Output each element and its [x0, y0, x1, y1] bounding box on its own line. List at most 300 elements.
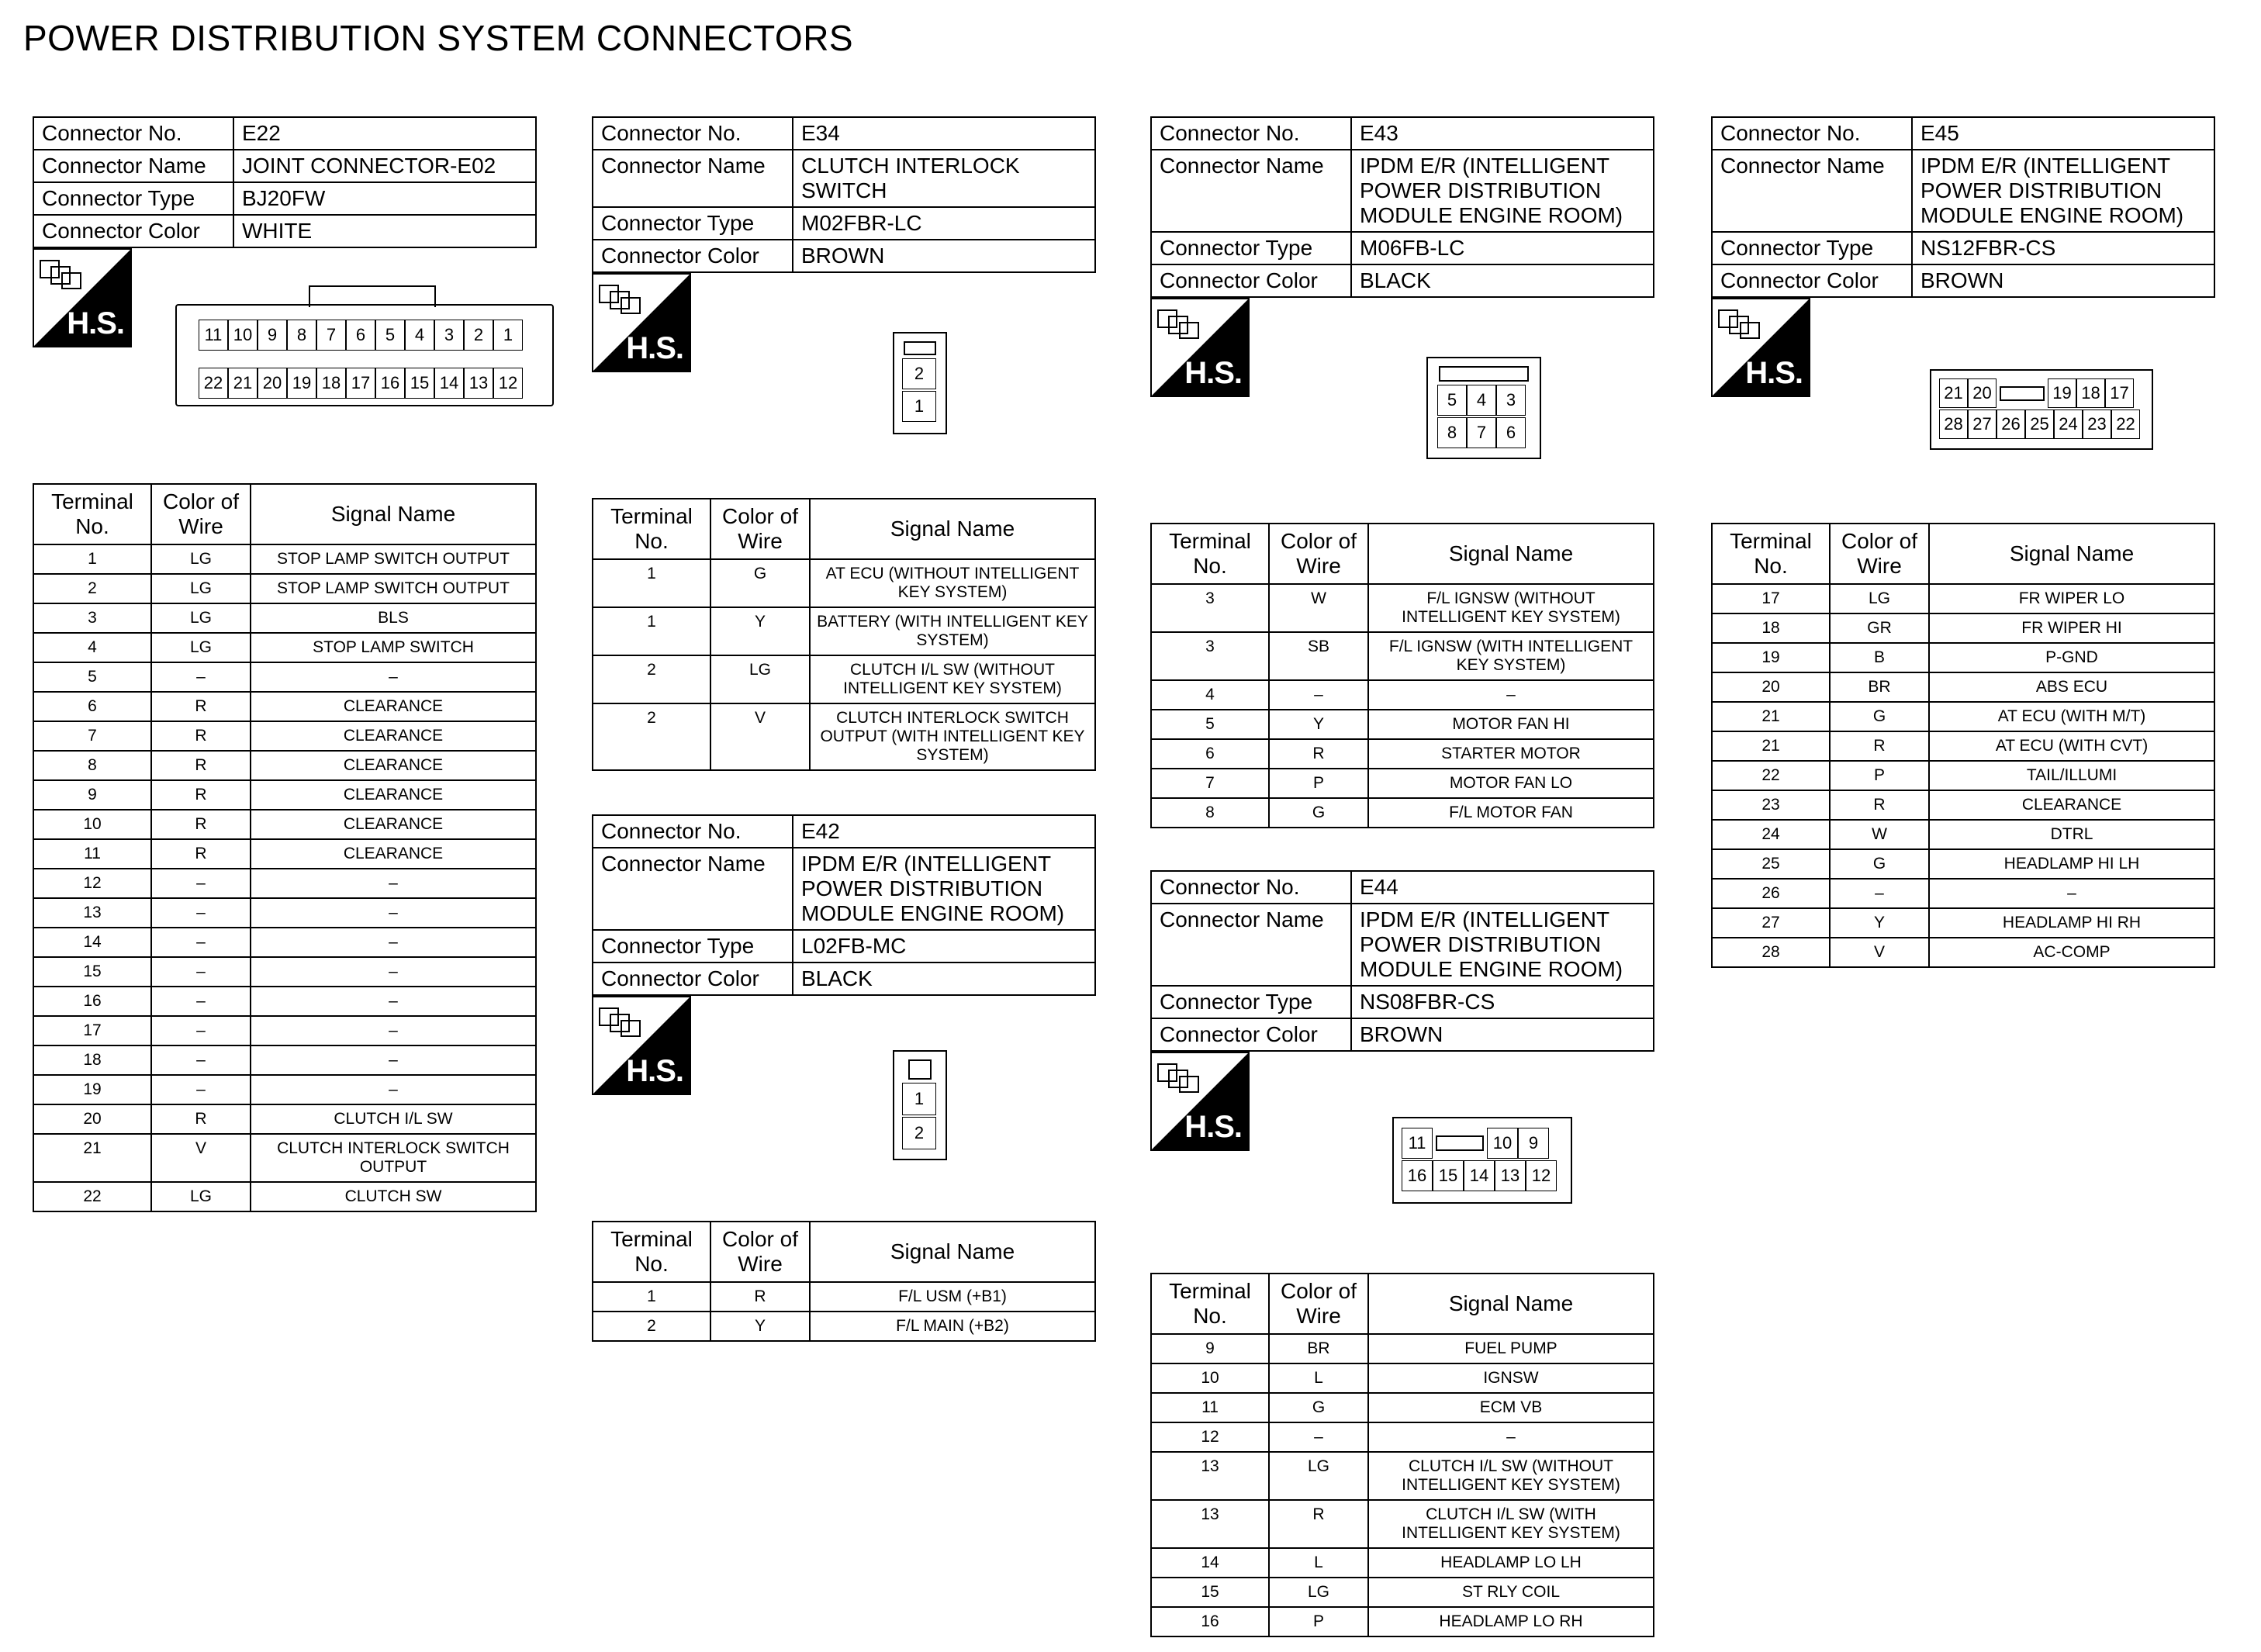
value-connector-type: NS12FBR-CS: [1912, 232, 2214, 264]
wire-color-cell: V: [710, 703, 810, 770]
pin: 4: [405, 320, 434, 351]
terminal-table-e43: [1150, 523, 1654, 828]
table-row: [1151, 680, 1654, 710]
wire-color-cell: SB: [1269, 632, 1368, 680]
pin: 3: [1496, 385, 1526, 416]
pin: 18: [316, 368, 346, 399]
signal-name-cell: CLEARANCE: [251, 780, 536, 810]
header-color-of-wire: Color of Wire: [710, 499, 810, 559]
table-row: [1712, 613, 2214, 643]
signal-name-cell: AT ECU (WITH M/T): [1929, 702, 2214, 731]
terminal-rows: [1151, 1334, 1654, 1636]
wire-color-cell: Y: [1269, 710, 1368, 739]
wire-color-cell: –: [151, 987, 251, 1016]
info-table-e45: [1711, 116, 2215, 298]
pin: 19: [2048, 378, 2076, 408]
terminal-no-cell: 1: [593, 1282, 710, 1312]
terminal-no-cell: 2: [593, 703, 710, 770]
table-row: [1712, 908, 2214, 938]
connector-latch: [904, 341, 936, 355]
wire-color-cell: P: [1269, 769, 1368, 798]
signal-name-cell: –: [251, 1075, 536, 1104]
label-connector-no: Connector No.: [1151, 117, 1351, 150]
pin: 1: [902, 1083, 936, 1115]
signal-name-cell: HEADLAMP HI LH: [1929, 849, 2214, 879]
pin: 22: [2111, 410, 2140, 439]
pin: 16: [1402, 1160, 1433, 1191]
table-row: [1151, 769, 1654, 798]
label-connector-type: Connector Type: [1151, 232, 1351, 264]
pin: 22: [199, 368, 228, 399]
signal-name-cell: STOP LAMP SWITCH OUTPUT: [251, 574, 536, 603]
table-row: [1151, 1422, 1654, 1452]
page-title: POWER DISTRIBUTION SYSTEM CONNECTORS: [23, 18, 854, 58]
table-row: [33, 1182, 536, 1211]
hs-label: H.S.: [1745, 356, 1803, 390]
signal-name-cell: –: [251, 1045, 536, 1075]
wire-color-cell: R: [151, 839, 251, 869]
table-row: [33, 1016, 536, 1045]
terminal-no-cell: 13: [1151, 1500, 1269, 1548]
terminal-no-cell: 17: [33, 1016, 151, 1045]
terminal-no-cell: 18: [33, 1045, 151, 1075]
table-row: [1151, 632, 1654, 680]
pin: 8: [1437, 417, 1467, 448]
pin: 1: [493, 320, 523, 351]
terminal-no-cell: 16: [33, 987, 151, 1016]
wire-color-cell: G: [1830, 849, 1929, 879]
value-connector-type: M02FBR-LC: [793, 207, 1095, 240]
terminal-no-cell: 11: [33, 839, 151, 869]
terminal-no-cell: 16: [1151, 1607, 1269, 1636]
label-connector-no: Connector No.: [1151, 871, 1351, 904]
connector-e45: [1711, 116, 2215, 968]
pin: 13: [1495, 1160, 1526, 1191]
hs-badge: [592, 996, 691, 1095]
pin: 17: [2105, 378, 2134, 408]
signal-name-cell: –: [251, 987, 536, 1016]
wire-color-cell: –: [1269, 1422, 1368, 1452]
table-row: [1712, 731, 2214, 761]
wire-color-cell: Y: [710, 607, 810, 655]
pin: 16: [375, 368, 405, 399]
pin: 15: [1433, 1160, 1464, 1191]
connector-diagram-e44: [1150, 1052, 1654, 1273]
header-color-of-wire: Color of Wire: [710, 1222, 810, 1282]
pin: 5: [375, 320, 405, 351]
pin: 19: [287, 368, 316, 399]
info-table-e34: [592, 116, 1096, 273]
terminal-no-cell: 17: [1712, 584, 1830, 613]
pin: 6: [1496, 417, 1526, 448]
table-row: [33, 1045, 536, 1075]
info-table-e22: [33, 116, 537, 248]
terminal-no-cell: 11: [1151, 1393, 1269, 1422]
wire-color-cell: –: [151, 1075, 251, 1104]
table-row: [33, 574, 536, 603]
label-connector-type: Connector Type: [33, 182, 233, 215]
header-terminal-no: Terminal No.: [593, 499, 710, 559]
wire-color-cell: BR: [1269, 1334, 1368, 1363]
wire-color-cell: R: [151, 810, 251, 839]
table-row: [1151, 1578, 1654, 1607]
wire-color-cell: –: [151, 898, 251, 928]
terminal-rows: [593, 559, 1095, 770]
terminal-no-cell: 22: [33, 1182, 151, 1211]
wire-color-cell: –: [151, 957, 251, 987]
table-row: [593, 607, 1095, 655]
harness-side-icon: [1156, 306, 1203, 341]
pin: 2: [902, 1117, 936, 1149]
table-row: [593, 1312, 1095, 1341]
table-row: [1712, 672, 2214, 702]
terminal-no-cell: 8: [33, 751, 151, 780]
connector-diagram-e22: [33, 248, 537, 477]
wire-color-cell: BR: [1830, 672, 1929, 702]
pin: 14: [1464, 1160, 1495, 1191]
terminal-no-cell: 24: [1712, 820, 1830, 849]
hs-label: H.S.: [1184, 1110, 1242, 1144]
signal-name-cell: CLUTCH I/L SW: [251, 1104, 536, 1134]
pin: 1: [902, 391, 936, 422]
signal-name-cell: BATTERY (WITH INTELLIGENT KEY SYSTEM): [810, 607, 1095, 655]
signal-name-cell: AT ECU (WITHOUT INTELLIGENT KEY SYSTEM): [810, 559, 1095, 607]
header-color-of-wire: Color of Wire: [151, 484, 251, 544]
signal-name-cell: ABS ECU: [1929, 672, 2214, 702]
label-connector-name: Connector Name: [1151, 150, 1351, 232]
signal-name-cell: P-GND: [1929, 643, 2214, 672]
label-connector-no: Connector No.: [1712, 117, 1912, 150]
label-connector-name: Connector Name: [1712, 150, 1912, 232]
table-row: [33, 1075, 536, 1104]
pin: 25: [2025, 410, 2054, 439]
terminal-no-cell: 13: [33, 898, 151, 928]
connector-diagram-e45: [1711, 298, 2215, 523]
table-row: [1151, 1500, 1654, 1548]
value-connector-type: NS08FBR-CS: [1351, 986, 1654, 1018]
signal-name-cell: AC-COMP: [1929, 938, 2214, 967]
header-terminal-no: Terminal No.: [1151, 524, 1269, 584]
terminal-no-cell: 2: [593, 655, 710, 703]
terminal-no-cell: 15: [1151, 1578, 1269, 1607]
pin: 3: [434, 320, 464, 351]
signal-name-cell: –: [251, 1016, 536, 1045]
pin: 20: [1968, 378, 1997, 408]
wire-color-cell: LG: [151, 574, 251, 603]
wire-color-cell: LG: [710, 655, 810, 703]
value-connector-color: BLACK: [1351, 264, 1654, 297]
table-row: [1151, 1452, 1654, 1500]
terminal-no-cell: 25: [1712, 849, 1830, 879]
label-connector-type: Connector Type: [593, 207, 793, 240]
pin: 18: [2076, 378, 2105, 408]
terminal-no-cell: 19: [33, 1075, 151, 1104]
table-row: [1712, 790, 2214, 820]
table-row: [1151, 584, 1654, 632]
pin: 28: [1939, 410, 1968, 439]
pin: 7: [1467, 417, 1496, 448]
connector-face-e44: [1392, 1117, 1572, 1204]
hs-badge: [33, 248, 132, 347]
pin: 15: [405, 368, 434, 399]
value-connector-color: BROWN: [1912, 264, 2214, 297]
wire-color-cell: LG: [1269, 1452, 1368, 1500]
signal-name-cell: STARTER MOTOR: [1368, 739, 1654, 769]
table-row: [1151, 1393, 1654, 1422]
header-terminal-no: Terminal No.: [1151, 1274, 1269, 1334]
connector-e34: [592, 116, 1096, 771]
terminal-no-cell: 1: [33, 544, 151, 574]
hs-label: H.S.: [67, 306, 124, 340]
label-connector-no: Connector No.: [593, 117, 793, 150]
wire-color-cell: –: [1830, 879, 1929, 908]
signal-name-cell: –: [1929, 879, 2214, 908]
pin: 4: [1467, 385, 1496, 416]
wire-color-cell: LG: [151, 544, 251, 574]
signal-name-cell: CLUTCH SW: [251, 1182, 536, 1211]
terminal-no-cell: 21: [1712, 702, 1830, 731]
signal-name-cell: CLUTCH I/L SW (WITH INTELLIGENT KEY SYSTEM): [1368, 1500, 1654, 1548]
table-row: [1151, 798, 1654, 828]
terminal-no-cell: 23: [1712, 790, 1830, 820]
terminal-no-cell: 5: [1151, 710, 1269, 739]
wire-color-cell: R: [151, 721, 251, 751]
value-connector-name: JOINT CONNECTOR-E02: [233, 150, 536, 182]
connector-e43: [1150, 116, 1654, 828]
pin: 13: [464, 368, 493, 399]
table-row: [1712, 879, 2214, 908]
terminal-no-cell: 12: [1151, 1422, 1269, 1452]
terminal-no-cell: 22: [1712, 761, 1830, 790]
terminal-rows: [33, 544, 536, 1211]
signal-name-cell: MOTOR FAN HI: [1368, 710, 1654, 739]
connector-e42: [592, 814, 1096, 1342]
wire-color-cell: GR: [1830, 613, 1929, 643]
terminal-no-cell: 4: [1151, 680, 1269, 710]
pin: 12: [1526, 1160, 1557, 1191]
header-signal-name: Signal Name: [810, 1222, 1095, 1282]
signal-name-cell: FR WIPER LO: [1929, 584, 2214, 613]
terminal-no-cell: 10: [33, 810, 151, 839]
table-row: [593, 703, 1095, 770]
signal-name-cell: TAIL/ILLUMI: [1929, 761, 2214, 790]
table-row: [1151, 710, 1654, 739]
terminal-no-cell: 13: [1151, 1452, 1269, 1500]
terminal-no-cell: 12: [33, 869, 151, 898]
wire-color-cell: R: [151, 692, 251, 721]
wire-color-cell: R: [1830, 790, 1929, 820]
pin: 6: [346, 320, 375, 351]
header-color-of-wire: Color of Wire: [1269, 1274, 1368, 1334]
pin: 2: [464, 320, 493, 351]
wire-color-cell: G: [710, 559, 810, 607]
pin: 7: [316, 320, 346, 351]
table-row: [1151, 1363, 1654, 1393]
wire-color-cell: G: [1269, 798, 1368, 828]
label-connector-no: Connector No.: [593, 815, 793, 848]
table-row: [33, 839, 536, 869]
pin: 27: [1968, 410, 1997, 439]
wire-color-cell: P: [1830, 761, 1929, 790]
label-connector-no: Connector No.: [33, 117, 233, 150]
terminal-no-cell: 3: [1151, 584, 1269, 632]
wire-color-cell: R: [151, 1104, 251, 1134]
table-row: [33, 721, 536, 751]
table-row: [1712, 849, 2214, 879]
table-row: [593, 1282, 1095, 1312]
wire-color-cell: L: [1269, 1548, 1368, 1578]
value-connector-type: M06FB-LC: [1351, 232, 1654, 264]
pin: 2: [902, 358, 936, 389]
terminal-table-e34: [592, 498, 1096, 771]
label-connector-color: Connector Color: [593, 240, 793, 272]
info-table-e43: [1150, 116, 1654, 298]
label-connector-color: Connector Color: [1151, 264, 1351, 297]
pin: 21: [228, 368, 258, 399]
value-connector-color: WHITE: [233, 215, 536, 247]
value-connector-name: IPDM E/R (INTELLIGENT POWER DISTRIBUTION MODULE ENGINE ROOM): [1351, 150, 1654, 232]
pin: 11: [199, 320, 228, 351]
signal-name-cell: MOTOR FAN LO: [1368, 769, 1654, 798]
terminal-no-cell: 4: [33, 633, 151, 662]
hs-label: H.S.: [626, 1054, 683, 1088]
pin: 8: [287, 320, 316, 351]
terminal-no-cell: 7: [33, 721, 151, 751]
value-connector-no: E34: [793, 117, 1095, 150]
table-row: [1712, 761, 2214, 790]
signal-name-cell: IGNSW: [1368, 1363, 1654, 1393]
table-row: [1151, 739, 1654, 769]
wire-color-cell: V: [1830, 938, 1929, 967]
pin: 10: [1487, 1128, 1518, 1159]
signal-name-cell: –: [1368, 1422, 1654, 1452]
hs-label: H.S.: [626, 331, 683, 365]
terminal-table-e42: [592, 1221, 1096, 1342]
value-connector-name: IPDM E/R (INTELLIGENT POWER DISTRIBUTION MODULE ENGINE ROOM): [793, 848, 1095, 930]
signal-name-cell: CLEARANCE: [251, 810, 536, 839]
wire-color-cell: R: [1269, 1500, 1368, 1548]
value-connector-name: IPDM E/R (INTELLIGENT POWER DISTRIBUTION MODULE ENGINE ROOM): [1912, 150, 2214, 232]
wire-color-cell: LG: [151, 633, 251, 662]
hs-badge: [1711, 298, 1810, 397]
table-row: [33, 780, 536, 810]
pin: 9: [1518, 1128, 1549, 1159]
hs-badge: [1150, 298, 1250, 397]
hs-badge: [1150, 1052, 1250, 1151]
value-connector-type: L02FB-MC: [793, 930, 1095, 963]
label-connector-color: Connector Color: [1151, 1018, 1351, 1051]
terminal-no-cell: 14: [33, 928, 151, 957]
signal-name-cell: CLEARANCE: [251, 839, 536, 869]
wire-color-cell: –: [151, 928, 251, 957]
table-row: [33, 1104, 536, 1134]
value-connector-no: E44: [1351, 871, 1654, 904]
signal-name-cell: CLEARANCE: [251, 692, 536, 721]
pin: 10: [228, 320, 258, 351]
label-connector-type: Connector Type: [593, 930, 793, 963]
table-row: [33, 633, 536, 662]
signal-name-cell: –: [251, 662, 536, 692]
header-terminal-no: Terminal No.: [1712, 524, 1830, 584]
table-row: [1712, 820, 2214, 849]
table-row: [593, 559, 1095, 607]
label-connector-name: Connector Name: [33, 150, 233, 182]
pin: 20: [258, 368, 287, 399]
header-color-of-wire: Color of Wire: [1830, 524, 1929, 584]
connector-latch: [309, 285, 436, 307]
label-connector-name: Connector Name: [1151, 904, 1351, 986]
label-connector-name: Connector Name: [593, 150, 793, 207]
label-connector-color: Connector Color: [593, 963, 793, 995]
signal-name-cell: FR WIPER HI: [1929, 613, 2214, 643]
signal-name-cell: CLEARANCE: [1929, 790, 2214, 820]
pin-row-top: [1402, 1128, 1549, 1159]
wire-color-cell: L: [1269, 1363, 1368, 1393]
signal-name-cell: BLS: [251, 603, 536, 633]
wire-color-cell: R: [151, 780, 251, 810]
wire-color-cell: LG: [1269, 1578, 1368, 1607]
table-row: [1151, 1334, 1654, 1363]
pin-row-bottom: [1939, 410, 2140, 439]
harness-side-icon: [1717, 306, 1764, 341]
signal-name-cell: F/L MOTOR FAN: [1368, 798, 1654, 828]
harness-side-icon: [598, 281, 645, 316]
table-row: [33, 544, 536, 574]
terminal-no-cell: 6: [1151, 739, 1269, 769]
connector-diagram-e43: [1150, 298, 1654, 523]
wire-color-cell: W: [1269, 584, 1368, 632]
table-row: [33, 751, 536, 780]
table-row: [1712, 702, 2214, 731]
table-row: [33, 662, 536, 692]
wire-color-cell: Y: [1830, 908, 1929, 938]
wire-color-cell: R: [1830, 731, 1929, 761]
value-connector-no: E22: [233, 117, 536, 150]
table-row: [33, 603, 536, 633]
pin-row-top: [1437, 385, 1526, 416]
table-row: [33, 928, 536, 957]
table-row: [1151, 1607, 1654, 1636]
signal-name-cell: FUEL PUMP: [1368, 1334, 1654, 1363]
signal-name-cell: CLUTCH INTERLOCK SWITCH OUTPUT: [251, 1134, 536, 1182]
terminal-no-cell: 27: [1712, 908, 1830, 938]
pin-row-top: [1939, 378, 2134, 408]
header-signal-name: Signal Name: [810, 499, 1095, 559]
value-connector-color: BLACK: [793, 963, 1095, 995]
terminal-rows: [1712, 584, 2214, 967]
wire-color-cell: G: [1269, 1393, 1368, 1422]
table-row: [33, 957, 536, 987]
terminal-rows: [593, 1282, 1095, 1341]
value-connector-color: BROWN: [793, 240, 1095, 272]
table-row: [33, 898, 536, 928]
terminal-no-cell: 28: [1712, 938, 1830, 967]
wire-color-cell: B: [1830, 643, 1929, 672]
terminal-no-cell: 1: [593, 559, 710, 607]
info-table-e42: [592, 814, 1096, 996]
terminal-no-cell: 2: [593, 1312, 710, 1341]
wire-color-cell: –: [151, 869, 251, 898]
terminal-no-cell: 3: [1151, 632, 1269, 680]
harness-side-icon: [1156, 1059, 1203, 1095]
signal-name-cell: DTRL: [1929, 820, 2214, 849]
table-row: [33, 692, 536, 721]
value-connector-color: BROWN: [1351, 1018, 1654, 1051]
pin: 24: [2054, 410, 2083, 439]
signal-name-cell: –: [251, 957, 536, 987]
value-connector-no: E42: [793, 815, 1095, 848]
signal-name-cell: HEADLAMP LO RH: [1368, 1607, 1654, 1636]
